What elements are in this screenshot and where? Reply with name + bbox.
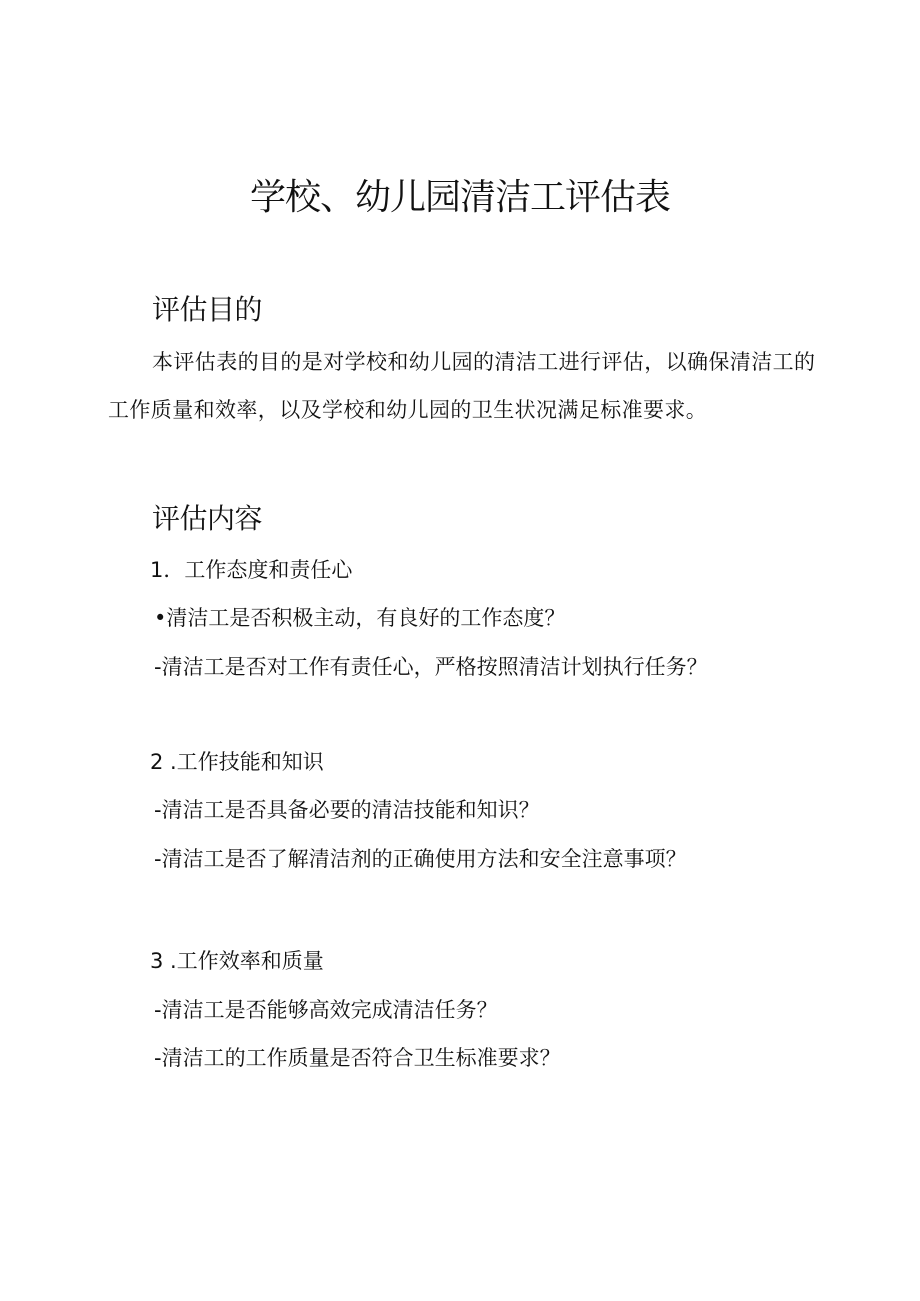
list-item: -清洁工是否了解清洁剂的正确使用方法和安全注意事项？ [154,847,687,871]
list-item: •清洁工是否积极主动，有良好的工作态度？ [154,606,566,630]
section-title: 2 .工作技能和知识 [150,750,324,774]
list-item: -清洁工是否对工作有责任心，严格按照清洁计划执行任务？ [154,655,708,679]
list-item: -清洁工是否具备必要的清洁技能和知识？ [154,798,540,822]
list-item: -清洁工是否能够高效完成清洁任务？ [154,998,498,1022]
purpose-paragraph: 本评估表的目的是对学校和幼儿园的清洁工进行评估，以确保清洁工的工作质量和效率，以及学校和幼儿园的卫生状况满足标准要求。 [108,350,816,422]
list-item: -清洁工的工作质量是否符合卫生标准要求？ [154,1046,561,1070]
section-title: 3 .工作效率和质量 [150,949,324,973]
document-title: 学校、幼儿园清洁工评估表 [249,177,670,218]
purpose-heading: 评估目的 [152,293,263,326]
content-heading: 评估内容 [152,502,263,535]
section-title: 1．工作态度和责任心 [150,558,353,582]
